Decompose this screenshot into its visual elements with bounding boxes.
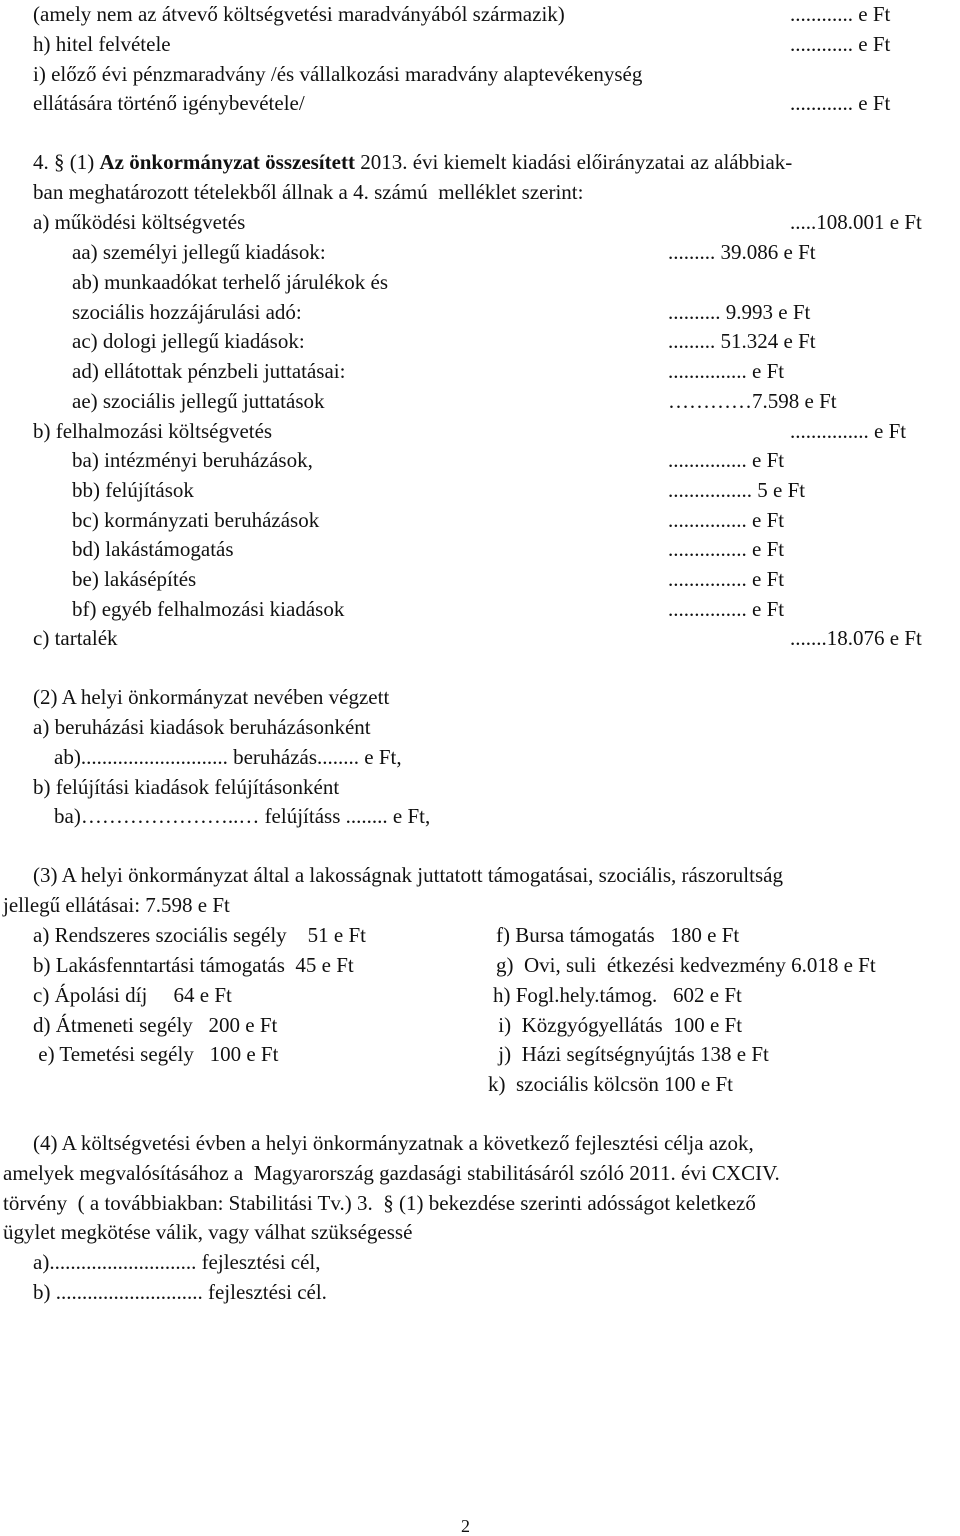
item-a-amount: .....108.001 e Ft [790, 210, 922, 234]
support-item: h) Fogl.hely.támog. 602 e Ft [493, 983, 742, 1007]
support-item: g) Ovi, suli étkezési kedvezmény 6.018 e Ft [496, 953, 876, 977]
line-h: h) hitel felvétele [33, 32, 171, 56]
para4-line5: a)............................ fejlesztési cél, [33, 1250, 321, 1274]
line-g-continuation: (amely nem az átvevő költségvetési maradványából származik) [33, 2, 565, 26]
item-be: be) lakásépítés [72, 567, 197, 591]
item-b-amount: ............... e Ft [790, 419, 907, 443]
para2-line5: ba)…………………..… felújításs ........ e Ft, [33, 804, 431, 828]
line-i-1: i) előző évi pénzmaradvány /és vállalkozási maradvány alaptevékenység [33, 62, 643, 86]
support-item: f) Bursa támogatás 180 e Ft [496, 923, 740, 947]
line-h-amount: ............ e Ft [790, 32, 891, 56]
item-be-amount: ............... e Ft [668, 567, 785, 591]
section4-heading [33, 150, 792, 174]
item-c: c) tartalék [33, 626, 118, 650]
item-bf: bf) egyéb felhalmozási kiadások [72, 597, 345, 621]
para4-line2: amelyek megvalósításához a Magyarország gazdasági stabilitásáról szóló 2011. évi CXCIV. [3, 1161, 780, 1185]
para4-line3: törvény ( a továbbiakban: Stabilitási Tv.) 3. § (1) bekezdése szerinti adósságot keletkező [3, 1191, 756, 1215]
item-ab-1: ab) munkaadókat terhelő járulékok és [72, 270, 389, 294]
item-ba-amount: ............... e Ft [668, 448, 785, 472]
item-a: a) működési költségvetés [33, 210, 246, 234]
item-bc: bc) kormányzati beruházások [72, 508, 320, 532]
item-bd: bd) lakástámogatás [72, 537, 234, 561]
para2-line4: b) felújítási kiadások felújításonként [33, 775, 340, 799]
support-item: c) Ápolási díj 64 e Ft [33, 983, 232, 1007]
line-g-amount: ............ e Ft [790, 2, 891, 26]
para4-line6: b) ............................ fejlesztési cél. [33, 1280, 327, 1304]
support-item: j) Házi segítségnyújtás 138 e Ft [493, 1042, 769, 1066]
item-bb-amount: ................ 5 e Ft [668, 478, 806, 502]
support-item: b) Lakásfenntartási támogatás 45 e Ft [33, 953, 354, 977]
item-ad-amount: ............... e Ft [668, 359, 785, 383]
item-c-amount: .......18.076 e Ft [790, 626, 922, 650]
item-bf-amount: ............... e Ft [668, 597, 785, 621]
para3-line2: jellegű ellátásai: 7.598 e Ft [3, 893, 230, 917]
item-ad: ad) ellátottak pénzbeli juttatásai: [72, 359, 346, 383]
section4-heading-bold: Az önkormányzat összesített [99, 150, 355, 174]
item-bc-amount: ............... e Ft [668, 508, 785, 532]
item-aa: aa) személyi jellegű kiadások: [72, 240, 326, 264]
item-b: b) felhalmozási költségvetés [33, 419, 273, 443]
section4-heading-line2: ban meghatározott tételekből állnak a 4. számú melléklet szerint: [33, 180, 584, 204]
para4-line1: (4) A költségvetési évben a helyi önkormányzatnak a következő fejlesztési célja azok, [33, 1131, 754, 1155]
item-ac: ac) dologi jellegű kiadások: [72, 329, 305, 353]
item-ae: ae) szociális jellegű juttatások [72, 389, 325, 413]
support-item: i) Közgyógyellátás 100 e Ft [493, 1013, 743, 1037]
support-item: a) Rendszeres szociális segély 51 e Ft [33, 923, 366, 947]
item-ab-amount: .......... 9.993 e Ft [668, 300, 811, 324]
item-bb: bb) felújítások [72, 478, 194, 502]
support-item: k) szociális kölcsön 100 e Ft [488, 1072, 733, 1096]
section4-heading-num: 4. § (1) [33, 150, 95, 174]
item-ae-amount: …………7.598 e Ft [668, 389, 837, 413]
support-item: d) Átmeneti segély 200 e Ft [33, 1013, 278, 1037]
para2-line2: a) beruházási kiadások beruházásonként [33, 715, 371, 739]
line-i-2: ellátására történő igénybevétele/ [33, 91, 305, 115]
para2-line1: (2) A helyi önkormányzat nevében végzett [33, 685, 390, 709]
para2-line3: ab)............................ beruházás........ e Ft, [33, 745, 402, 769]
line-i-amount: ............ e Ft [790, 91, 891, 115]
item-ac-amount: ......... 51.324 e Ft [668, 329, 816, 353]
section4-heading-rest: 2013. évi kiemelt kiadási előirányzatai az alábbiak- [360, 150, 793, 174]
item-aa-amount: ......... 39.086 e Ft [668, 240, 816, 264]
item-ba: ba) intézményi beruházások, [72, 448, 313, 472]
support-item: e) Temetési segély 100 e Ft [33, 1042, 279, 1066]
page-number: 2 [461, 1516, 470, 1536]
para4-line4: ügylet megkötése válik, vagy válhat szükségessé [3, 1220, 413, 1244]
para3-line1: (3) A helyi önkormányzat által a lakosságnak juttatott támogatásai, szociális, rászorultság [33, 863, 783, 887]
item-bd-amount: ............... e Ft [668, 537, 785, 561]
item-ab-2: szociális hozzájárulási adó: [72, 300, 302, 324]
